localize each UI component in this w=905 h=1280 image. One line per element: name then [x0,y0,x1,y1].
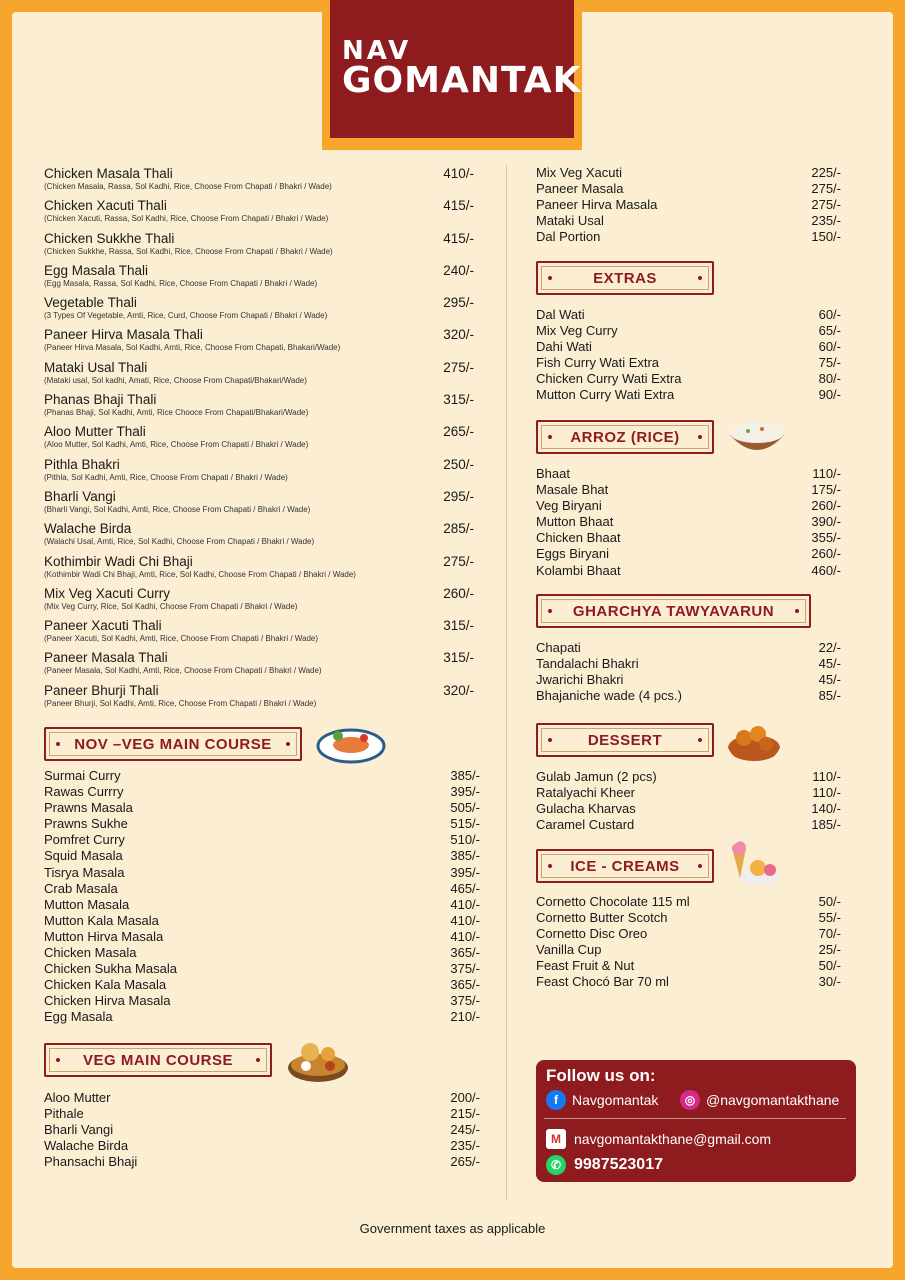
whatsapp-link[interactable] [546,1155,663,1175]
item-name: Mutton Kala Masala [44,912,159,928]
bread-title: GHARCHYA TAWYAVARUN [572,602,775,620]
item-price: 215/- [450,1106,480,1122]
item-name: Gulacha Kharvas [536,801,636,817]
item-price: 45/- [818,656,841,672]
thali-name: Mataki Usal Thali [44,359,148,375]
item-price: 375/- [450,993,480,1009]
thali-desc: (Chicken Masala, Rassa, Sol Kadhi, Rice, Choose From Chapati / Bhakri / Wade) [44,182,332,191]
item-price: 385/- [450,848,480,864]
item-price: 365/- [450,977,480,993]
menu-item [536,958,841,974]
menu-item [536,498,841,514]
item-price: 355/- [811,530,841,546]
item-name: Bharli Vangi [44,1122,114,1138]
menu-item [44,1138,480,1154]
item-name: Feast Chocó Bar 70 ml [536,974,669,990]
thali-name: Paneer Masala Thali [44,650,168,666]
item-name: Pomfret Curry [44,832,125,848]
thali-name: Pithla Bhakri [44,456,120,472]
icecream-title: ICE - CREAMS [570,857,680,875]
gulab-jamun-icon [726,712,782,764]
facebook-handle: Navgomantak [572,1092,659,1108]
item-price: 30/- [818,974,841,990]
menu-item [536,974,841,990]
thali-item [44,166,474,198]
item-name: Mutton Curry Wati Extra [536,387,675,403]
thali-item [44,521,474,553]
thali-item [44,554,474,586]
item-price: 50/- [818,894,841,909]
item-name: Phansachi Bhaji [44,1154,138,1170]
menu-item [536,482,841,498]
thali-name: Kothimbir Wadi Chi Bhaji [44,553,193,569]
thali-price: 295/- [443,488,474,504]
item-price: 515/- [450,816,480,832]
gmail-icon: M [546,1129,566,1149]
item-price: 210/- [450,1009,480,1025]
menu-item [44,1154,480,1170]
item-price: 60/- [818,339,841,355]
menu-item [44,977,480,993]
menu-item [44,832,480,848]
item-name: Chapati [536,640,581,655]
menu-item [536,323,841,339]
item-name: Cornetto Chocolate 115 ml [536,894,690,909]
column-divider [506,165,507,1200]
item-name: Mutton Bhaat [536,514,614,530]
menu-item [536,801,841,817]
menu-item [536,910,841,926]
item-price: 150/- [811,229,841,245]
item-name: Gulab Jamun (2 pcs) [536,769,657,784]
thali-price: 265/- [443,424,474,440]
thali-desc: (Mataki usal, Sol kadhi, Amati, Rice, Choose From Chapati/Bhakari/Wade) [44,375,307,385]
menu-item [44,897,480,913]
item-price: 260/- [811,546,841,562]
item-name: Rawas Currry [44,784,124,800]
item-price: 25/- [818,942,841,958]
thali-desc: (3 Types Of Vegetable, Amti, Rice, Curd, Choose From Chapati / Bhakri / Wade) [44,311,328,321]
item-price: 185/- [811,817,841,833]
item-name: Caramel Custard [536,817,635,833]
thali-desc: (Paneer Xacuti, Sol Kadhi, Amti, Rice, Choose From Chapati / Bhakri / Wade) [44,634,319,644]
thali-name: Walache Birda [44,521,132,537]
item-price: 110/- [812,769,841,784]
item-name: Paneer Masala [536,181,624,197]
icecream-section-header [536,849,714,883]
thali-item [44,650,474,682]
menu-item [536,165,841,181]
thali-desc: (Bharli Vangi, Sol Kadhi, Amti, Rice, Choose From Chapati / Bhakri / Wade) [44,504,311,514]
item-name: Veg Biryani [536,498,602,514]
thali-desc: (Chicken Xacuti, Rassa, Sol Kadhi, Rice, Choose From Chapati / Bhakri / Wade) [44,214,329,224]
item-name: Prawns Masala [44,800,133,816]
dessert-section-header [536,723,714,757]
extras-title: EXTRAS [593,269,657,287]
menu-item [44,768,480,784]
extras-section-header [536,261,714,295]
menu-item [536,672,841,688]
item-name: Masale Bhat [536,482,609,498]
ice-cream-icon [724,838,784,890]
item-name: Ratalyachi Kheer [536,785,635,801]
rice-list [536,466,841,579]
dessert-title: DESSERT [587,731,663,749]
item-price: 245/- [450,1122,480,1138]
item-price: 410/- [450,928,480,944]
menu-item [44,913,480,929]
item-price: 70/- [818,926,841,942]
menu-item [536,894,841,910]
item-price: 80/- [818,371,841,387]
item-price: 90/- [818,387,841,403]
item-name: Eggs Biryani [536,546,609,562]
item-price: 110/- [812,785,841,801]
menu-item [536,926,841,942]
nonveg-title: NOV –VEG MAIN COURSE [74,735,272,753]
instagram-icon: ◎ [680,1090,700,1110]
thali-desc: (Kothimbir Wadi Chi Bhaji, Amti, Rice, Sol Kadhi, Choose From Chapati / Bhakri / Wade) [44,569,356,579]
item-price: 395/- [450,864,480,880]
whatsapp-icon: ✆ [546,1155,566,1175]
item-name: Chicken Kala Masala [44,977,167,993]
thali-name: Bharli Vangi [44,488,116,504]
item-name: Dahi Wati [536,339,592,355]
menu-item [536,563,841,579]
menu-item [536,229,841,245]
nonveg-list [44,768,480,1026]
thali-item [44,295,474,327]
item-price: 505/- [450,800,480,816]
thali-item [44,198,474,230]
item-name: Pithale [44,1106,84,1122]
social-divider [544,1118,846,1119]
item-price: 200/- [450,1090,480,1105]
thali-item [44,392,474,424]
thali-item [44,360,474,392]
item-name: Tisrya Masala [44,864,125,880]
item-name: Mutton Masala [44,896,130,912]
item-price: 410/- [450,912,480,928]
item-name: Chicken Bhaat [536,530,621,546]
menu-item [536,307,841,323]
menu-item [536,640,841,656]
menu-item [536,656,841,672]
veg-title: VEG MAIN COURSE [82,1051,233,1069]
thali-desc: (Mix Veg Curry, Rice, Sol Kadhi, Choose From Chapati / Bhakri / Wade) [44,601,298,611]
item-name: Cornetto Disc Oreo [536,926,648,942]
icecream-list [536,894,841,991]
item-name: Crab Masala [44,880,118,896]
thali-price: 240/- [443,262,474,278]
dessert-list [536,769,841,833]
menu-item [44,1106,480,1122]
thali-list [44,166,474,715]
rice-section-header [536,420,714,454]
item-name: Mutton Hirva Masala [44,928,164,944]
item-name: Chicken Masala [44,945,137,961]
thali-desc: (Pithla, Sol Kadhi, Amti, Rice, Choose From Chapati / Bhakri / Wade) [44,472,288,482]
facebook-icon: f [546,1090,566,1110]
instagram-handle: @navgomantakthane [706,1092,840,1108]
item-name: Jwarichi Bhakri [536,672,624,688]
menu-item [536,942,841,958]
item-price: 22/- [818,640,841,655]
item-name: Surmai Curry [44,768,121,783]
thali-price: 415/- [443,230,474,246]
menu-item [536,688,841,704]
thali-price: 315/- [443,618,474,634]
email-link[interactable] [546,1129,771,1149]
item-name: Chicken Hirva Masala [44,993,171,1009]
menu-item [44,1009,480,1025]
thali-item [44,457,474,489]
item-name: Paneer Hirva Masala [536,197,658,213]
thali-item [44,327,474,359]
thali-price: 315/- [443,650,474,666]
item-price: 275/- [811,181,841,197]
menu-item [44,800,480,816]
menu-item [44,848,480,864]
thali-name: Chicken Masala Thali [44,166,173,181]
facebook-link[interactable] [546,1090,658,1110]
item-price: 265/- [450,1154,480,1170]
item-price: 85/- [818,688,841,704]
thali-name: Chicken Sukkhe Thali [44,230,175,246]
item-name: Vanilla Cup [536,942,602,958]
item-price: 275/- [811,197,841,213]
veg-section-header [44,1043,272,1077]
item-price: 410/- [450,896,480,912]
item-name: Mataki Usal [536,213,604,229]
menu-item [44,993,480,1009]
item-price: 65/- [818,323,841,339]
menu-item [44,961,480,977]
thali-desc: (Chicken Sukkhe, Rassa, Sol Kadhi, Rice, Choose From Chapati / Bhakri / Wade) [44,246,333,256]
menu-item [44,865,480,881]
thali-price: 260/- [443,585,474,601]
bread-list [536,640,841,704]
menu-item [536,213,841,229]
thali-desc: (Egg Masala, Rassa, Sol Kadhi, Rice, Choose From Chapati / Bhakri / Wade) [44,278,318,288]
menu-item [536,339,841,355]
item-name: Squid Masala [44,848,123,864]
thali-item [44,683,474,715]
thali-item [44,231,474,263]
menu-item [536,197,841,213]
menu-item [44,945,480,961]
thali-desc: (Walachi Usal, Amti, Rice, Sol Kadhi, Choose From Chapati / Bhakri / Wade) [44,537,315,547]
extras-list [536,307,841,404]
item-price: 395/- [450,784,480,800]
item-name: Kolambi Bhaat [536,562,621,578]
item-price: 110/- [812,466,841,481]
logo-line1: NAV [342,36,412,66]
item-name: Chicken Curry Wati Extra [536,371,682,387]
item-name: Dal Portion [536,229,601,245]
item-price: 225/- [811,165,841,180]
item-name: Aloo Mutter [44,1090,111,1105]
thali-price: 320/- [443,327,474,343]
thali-name: Chicken Xacuti Thali [44,198,167,214]
thali-desc: (Paneer Masala, Sol Kadhi, Amti, Rice, Choose From Chapati / Bhakri / Wade) [44,666,322,676]
fish-plate-icon [316,718,386,768]
item-price: 510/- [450,832,480,848]
item-price: 140/- [811,801,841,817]
rice-bowl-icon [726,413,788,461]
thali-name: Aloo Mutter Thali [44,424,146,440]
tax-note: Government taxes as applicable [359,1221,546,1236]
thali-price: 410/- [443,166,474,181]
thali-price: 275/- [443,359,474,375]
item-price: 465/- [450,880,480,896]
thali-price: 315/- [443,392,474,408]
item-name: Bhaat [536,466,570,481]
thali-item [44,618,474,650]
item-name: Dal Wati [536,307,585,322]
email-address: navgomantakthane@gmail.com [574,1131,772,1147]
item-name: Egg Masala [44,1009,113,1025]
instagram-link[interactable] [680,1090,839,1110]
thali-price: 250/- [443,456,474,472]
item-price: 365/- [450,945,480,961]
item-price: 235/- [811,213,841,229]
item-price: 45/- [818,672,841,688]
thali-desc: (Aloo Mutter, Sol Kadhi, Amti, Rice, Choose From Chapati / Bhakri / Wade) [44,440,309,450]
menu-item [536,817,841,833]
rice-title: ARROZ (RICE) [570,428,680,446]
item-price: 260/- [811,498,841,514]
thali-name: Paneer Bhurji Thali [44,682,159,698]
thali-price: 295/- [443,295,474,311]
menu-item [536,387,841,403]
thali-name: Vegetable Thali [44,295,137,311]
item-name: Chicken Sukha Masala [44,961,177,977]
thali-name: Paneer Xacuti Thali [44,618,162,634]
thali-price: 320/- [443,682,474,698]
nonveg-section-header [44,727,302,761]
thali-price: 275/- [443,553,474,569]
thali-name: Mix Veg Xacuti Curry [44,585,171,601]
menu-item [44,784,480,800]
thali-name: Paneer Hirva Masala Thali [44,327,203,343]
menu-item [536,466,841,482]
logo-line2: GOMANTAK [342,60,582,101]
menu-item [44,1122,480,1138]
menu-item [44,816,480,832]
item-name: Feast Fruit & Nut [536,958,635,974]
item-price: 50/- [818,958,841,974]
item-price: 460/- [811,562,841,578]
menu-item [44,1090,480,1106]
thali-desc: (Paneer Bhurji, Sol Kadhi, Amti, Rice, Choose From Chapati / Bhakri / Wade) [44,698,317,708]
menu-item [44,881,480,897]
menu-item [536,371,841,387]
item-name: Walache Birda [44,1138,129,1154]
thali-name: Phanas Bhaji Thali [44,392,157,408]
veg-continued-list [536,165,841,245]
item-name: Bhajaniche wade (4 pcs.) [536,688,682,704]
veg-list [44,1090,480,1170]
item-name: Mix Veg Curry [536,323,618,339]
menu-item [536,514,841,530]
veg-thali-icon [286,1034,350,1086]
item-name: Tandalachi Bhakri [536,656,639,672]
thali-item [44,489,474,521]
item-price: 375/- [450,961,480,977]
menu-item [44,929,480,945]
thali-item [44,586,474,618]
thali-desc: (Paneer Hirva Masala, Sol Kadhi, Amti, Rice, Choose From Chapati, Bhakari/Wade) [44,343,341,353]
item-name: Prawns Sukhe [44,816,128,832]
menu-item [536,769,841,785]
item-price: 60/- [818,307,841,322]
menu-item [536,355,841,371]
menu-item [536,181,841,197]
menu-item [536,530,841,546]
social-title: Follow us on: [546,1066,656,1085]
thali-desc: (Phanas Bhaji, Sol Kadhi, Amti, Rice Chooce From Chapati/Bhakari/Wade) [44,408,309,418]
item-price: 75/- [818,355,841,371]
item-name: Fish Curry Wati Extra [536,355,660,371]
thali-price: 285/- [443,521,474,537]
thali-name: Egg Masala Thali [44,262,149,278]
item-price: 55/- [818,910,841,926]
menu-item [536,785,841,801]
social-box [536,1060,856,1182]
item-name: Mix Veg Xacuti [536,165,622,180]
item-name: Cornetto Butter Scotch [536,910,668,926]
item-price: 175/- [811,482,841,498]
item-price: 390/- [811,514,841,530]
bread-section-header [536,594,811,628]
thali-price: 415/- [443,198,474,214]
thali-item [44,263,474,295]
menu-item [536,546,841,562]
item-price: 235/- [450,1138,480,1154]
item-price: 385/- [450,768,480,783]
thali-item [44,424,474,456]
phone-number: 9987523017 [574,1156,663,1173]
